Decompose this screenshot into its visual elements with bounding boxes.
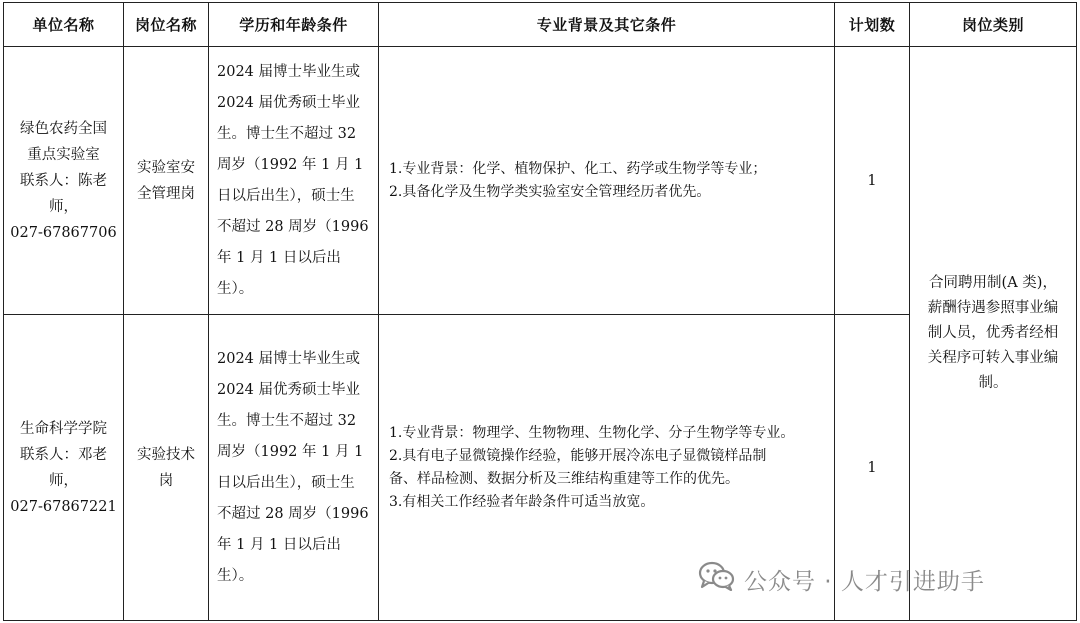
education-line: 2024 届博士毕业生或	[217, 63, 361, 80]
unit-line: 联系人：陈老	[20, 172, 107, 189]
education-line: 不超过 28 周岁（1996	[217, 218, 369, 235]
post-line: 全管理岗	[137, 185, 195, 202]
education-line: 2024 届优秀硕士毕业	[217, 94, 361, 111]
unit-line: 师，	[49, 472, 78, 489]
specialty-line: 备、样品检测、数据分析及三维结构重建等工作的优先。	[389, 470, 739, 487]
header-post: 岗位名称	[124, 3, 209, 47]
header-unit: 单位名称	[4, 3, 124, 47]
education-line: 周岁（1992 年 1 月 1	[217, 443, 364, 460]
education-line: 生。博士生不超过 32	[217, 412, 357, 429]
unit-line: 重点实验室	[27, 146, 100, 163]
plan-count-cell: 1	[835, 315, 910, 621]
education-line: 生）。	[217, 280, 254, 297]
education-line: 年 1 月 1 日以后出	[217, 249, 341, 266]
unit-line: 027-67867706	[10, 224, 117, 241]
table-row	[4, 47, 1077, 315]
education-line: 生）。	[217, 567, 254, 584]
unit-line: 师，	[49, 198, 78, 215]
watermark-text: 公众号 · 人才引进助手	[744, 568, 985, 595]
header-plan-count: 计划数	[835, 3, 910, 47]
unit-line: 生命科学学院	[20, 420, 107, 437]
category-line: 制人员，优秀者经相	[927, 325, 1059, 341]
category-cell	[910, 47, 1077, 621]
category-line: 制。	[978, 375, 1008, 391]
post-cell	[124, 47, 209, 315]
education-line: 不超过 28 周岁（1996	[217, 505, 369, 522]
education-line: 生。博士生不超过 32	[217, 125, 357, 142]
category-line: 合同聘用制(A 类)，	[929, 275, 1057, 291]
post-line: 岗	[158, 472, 174, 489]
header-education: 学历和年龄条件	[209, 3, 379, 47]
category-line: 关程序可转入事业编	[927, 350, 1059, 366]
specialty-line: 1.专业背景：物理学、生物物理、生物化学、分子生物学等专业。	[389, 424, 795, 441]
specialty-line: 3.有相关工作经验者年龄条件可适当放宽。	[389, 493, 655, 510]
header-category: 岗位类别	[910, 3, 1077, 47]
watermark	[698, 562, 985, 596]
education-cell	[209, 315, 379, 621]
unit-line: 027-67867221	[10, 498, 117, 515]
education-line: 日以后出生），硕士生	[217, 187, 355, 204]
category-line: 薪酬待遇参照事业编	[927, 300, 1059, 316]
education-line: 2024 届博士毕业生或	[217, 350, 361, 367]
header-row	[4, 3, 1077, 47]
specialty-line: 2.具备化学及生物学类实验室安全管理经历者优先。	[389, 183, 711, 200]
post-line: 实验室安	[137, 159, 195, 176]
education-line: 年 1 月 1 日以后出	[217, 536, 341, 553]
education-line: 2024 届优秀硕士毕业	[217, 381, 361, 398]
wechat-icon	[698, 561, 736, 597]
education-line: 日以后出生），硕士生	[217, 474, 355, 491]
unit-cell	[4, 47, 124, 315]
education-line: 周岁（1992 年 1 月 1	[217, 156, 364, 173]
post-cell	[124, 315, 209, 621]
unit-cell	[4, 315, 124, 621]
specialty-line: 2.具有电子显微镜操作经验，能够开展冷冻电子显微镜样品制	[389, 447, 767, 464]
post-line: 实验技术	[137, 446, 195, 463]
education-cell	[209, 47, 379, 315]
unit-line: 联系人：邓老	[20, 446, 107, 463]
specialty-line: 1.专业背景：化学、植物保护、化工、药学或生物学等专业；	[389, 160, 767, 177]
plan-count-cell: 1	[835, 47, 910, 315]
unit-line: 绿色农药全国	[20, 120, 107, 137]
specialty-cell	[379, 47, 835, 315]
header-specialty: 专业背景及其它条件	[379, 3, 835, 47]
recruitment-table	[3, 2, 1077, 621]
